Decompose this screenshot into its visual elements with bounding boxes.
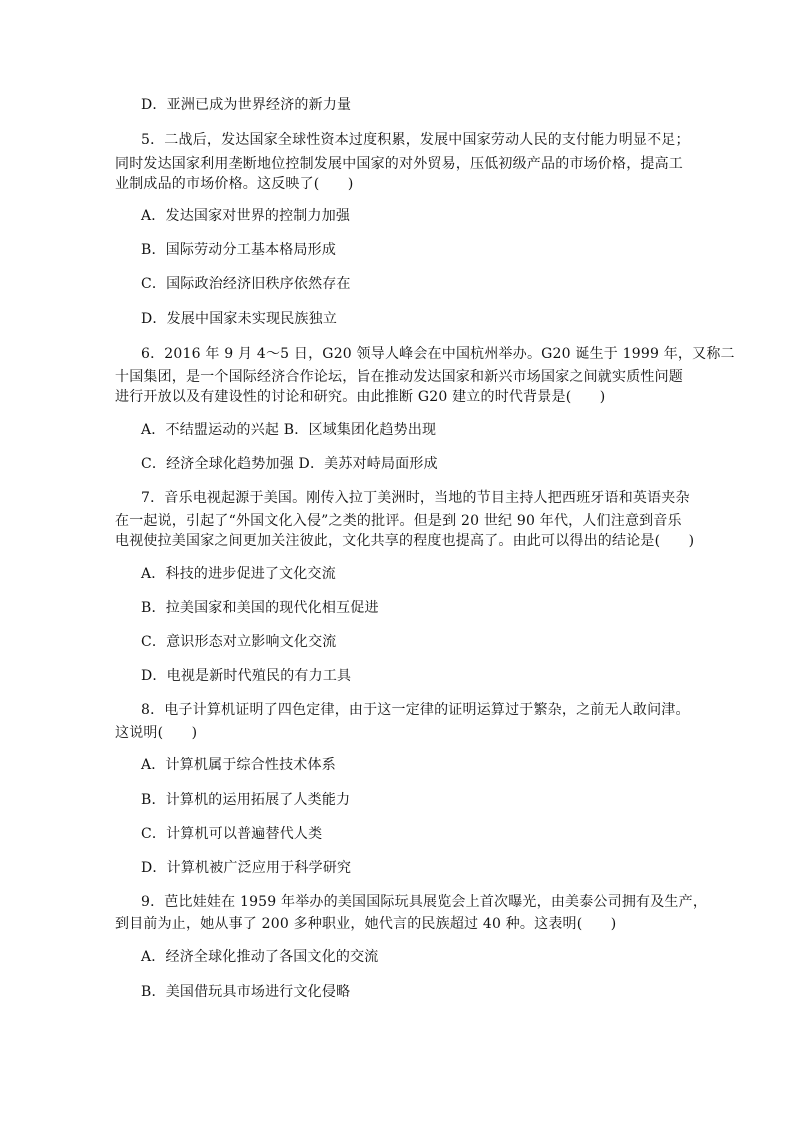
- q5-stem-line1: 5．二战后，发达国家全球性资本过度积累，发展中国家劳动人民的支付能力明显不足；: [141, 132, 690, 148]
- q7-stem-line3: 电视使拉美国家之间更加关注彼此，文化共享的程度也提高了。由此可以得出的结论是( ): [115, 533, 695, 549]
- q8-option-c: C．计算机可以普遍替代人类: [141, 826, 323, 842]
- q8-option-b: B．计算机的运用拓展了人类能力: [141, 792, 351, 808]
- q6-options-ab: A．不结盟运动的兴起 B．区域集团化趋势出现: [141, 422, 437, 438]
- q9-stem-line2: 到目前为止，她从事了 200 多种职业，她代言的民族超过 40 种。这表明( ): [115, 916, 617, 932]
- q7-stem-line1: 7．音乐电视起源于美国。刚传入拉丁美洲时，当地的节目主持人把西班牙语和英语夹杂: [141, 490, 690, 506]
- q6-stem-line3: 进行开放以及有建设性的讨论和研究。由此推断 G20 建立的时代背景是( ): [115, 389, 606, 405]
- q6-stem-line1: 6．2016 年 9 月 4～5 日，G20 领导人峰会在中国杭州举办。G20 诞生于 1999 年，又称二: [141, 346, 735, 362]
- q5-option-c: C．国际政治经济旧秩序依然存在: [141, 276, 351, 292]
- q7-option-c: C．意识形态对立影响文化交流: [141, 634, 337, 650]
- q9-stem-line1: 9．芭比娃娃在 1959 年举办的美国国际玩具展览会上首次曝光，由美泰公司拥有及生产，: [141, 894, 708, 910]
- q8-option-a: A．计算机属于综合性技术体系: [141, 757, 336, 773]
- q8-stem-line2: 这说明( ): [115, 725, 198, 741]
- q5-option-b: B．国际劳动分工基本格局形成: [141, 242, 337, 258]
- q7-option-b: B．拉美国家和美国的现代化相互促进: [141, 600, 379, 616]
- q5-option-d: D．发展中国家未实现民族独立: [141, 311, 338, 327]
- q5-stem-line2: 同时发达国家利用垄断地位控制发展中国家的对外贸易，压低初级产品的市场价格，提高工: [115, 156, 683, 172]
- q4-option-d: D．亚洲已成为世界经济的新力量: [141, 97, 352, 113]
- q8-option-d: D．计算机被广泛应用于科学研究: [141, 860, 352, 876]
- q7-option-d: D．电视是新时代殖民的有力工具: [141, 668, 352, 684]
- q9-option-b: B．美国借玩具市场进行文化侵略: [141, 984, 351, 1000]
- q6-stem-line2: 十国集团，是一个国际经济合作论坛，旨在推动发达国家和新兴市场国家之间就实质性问题: [115, 369, 683, 385]
- q7-option-a: A．科技的进步促进了文化交流: [141, 566, 336, 582]
- q7-stem-line2: 在一起说，引起了“外国文化入侵”之类的批评。但是到 20 世纪 90 年代，人们注意到音乐: [115, 513, 682, 529]
- q5-stem-line3: 业制成品的市场价格。这反映了( ): [115, 176, 354, 192]
- q9-option-a: A．经济全球化推动了各国文化的交流: [141, 949, 379, 965]
- q6-options-cd: C．经济全球化趋势加强 D．美苏对峙局面形成: [141, 456, 438, 472]
- q5-option-a: A．发达国家对世界的控制力加强: [141, 208, 351, 224]
- q8-stem-line1: 8．电子计算机证明了四色定律，由于这一定律的证明运算过于繁杂，之前无人敢问津。: [141, 702, 690, 718]
